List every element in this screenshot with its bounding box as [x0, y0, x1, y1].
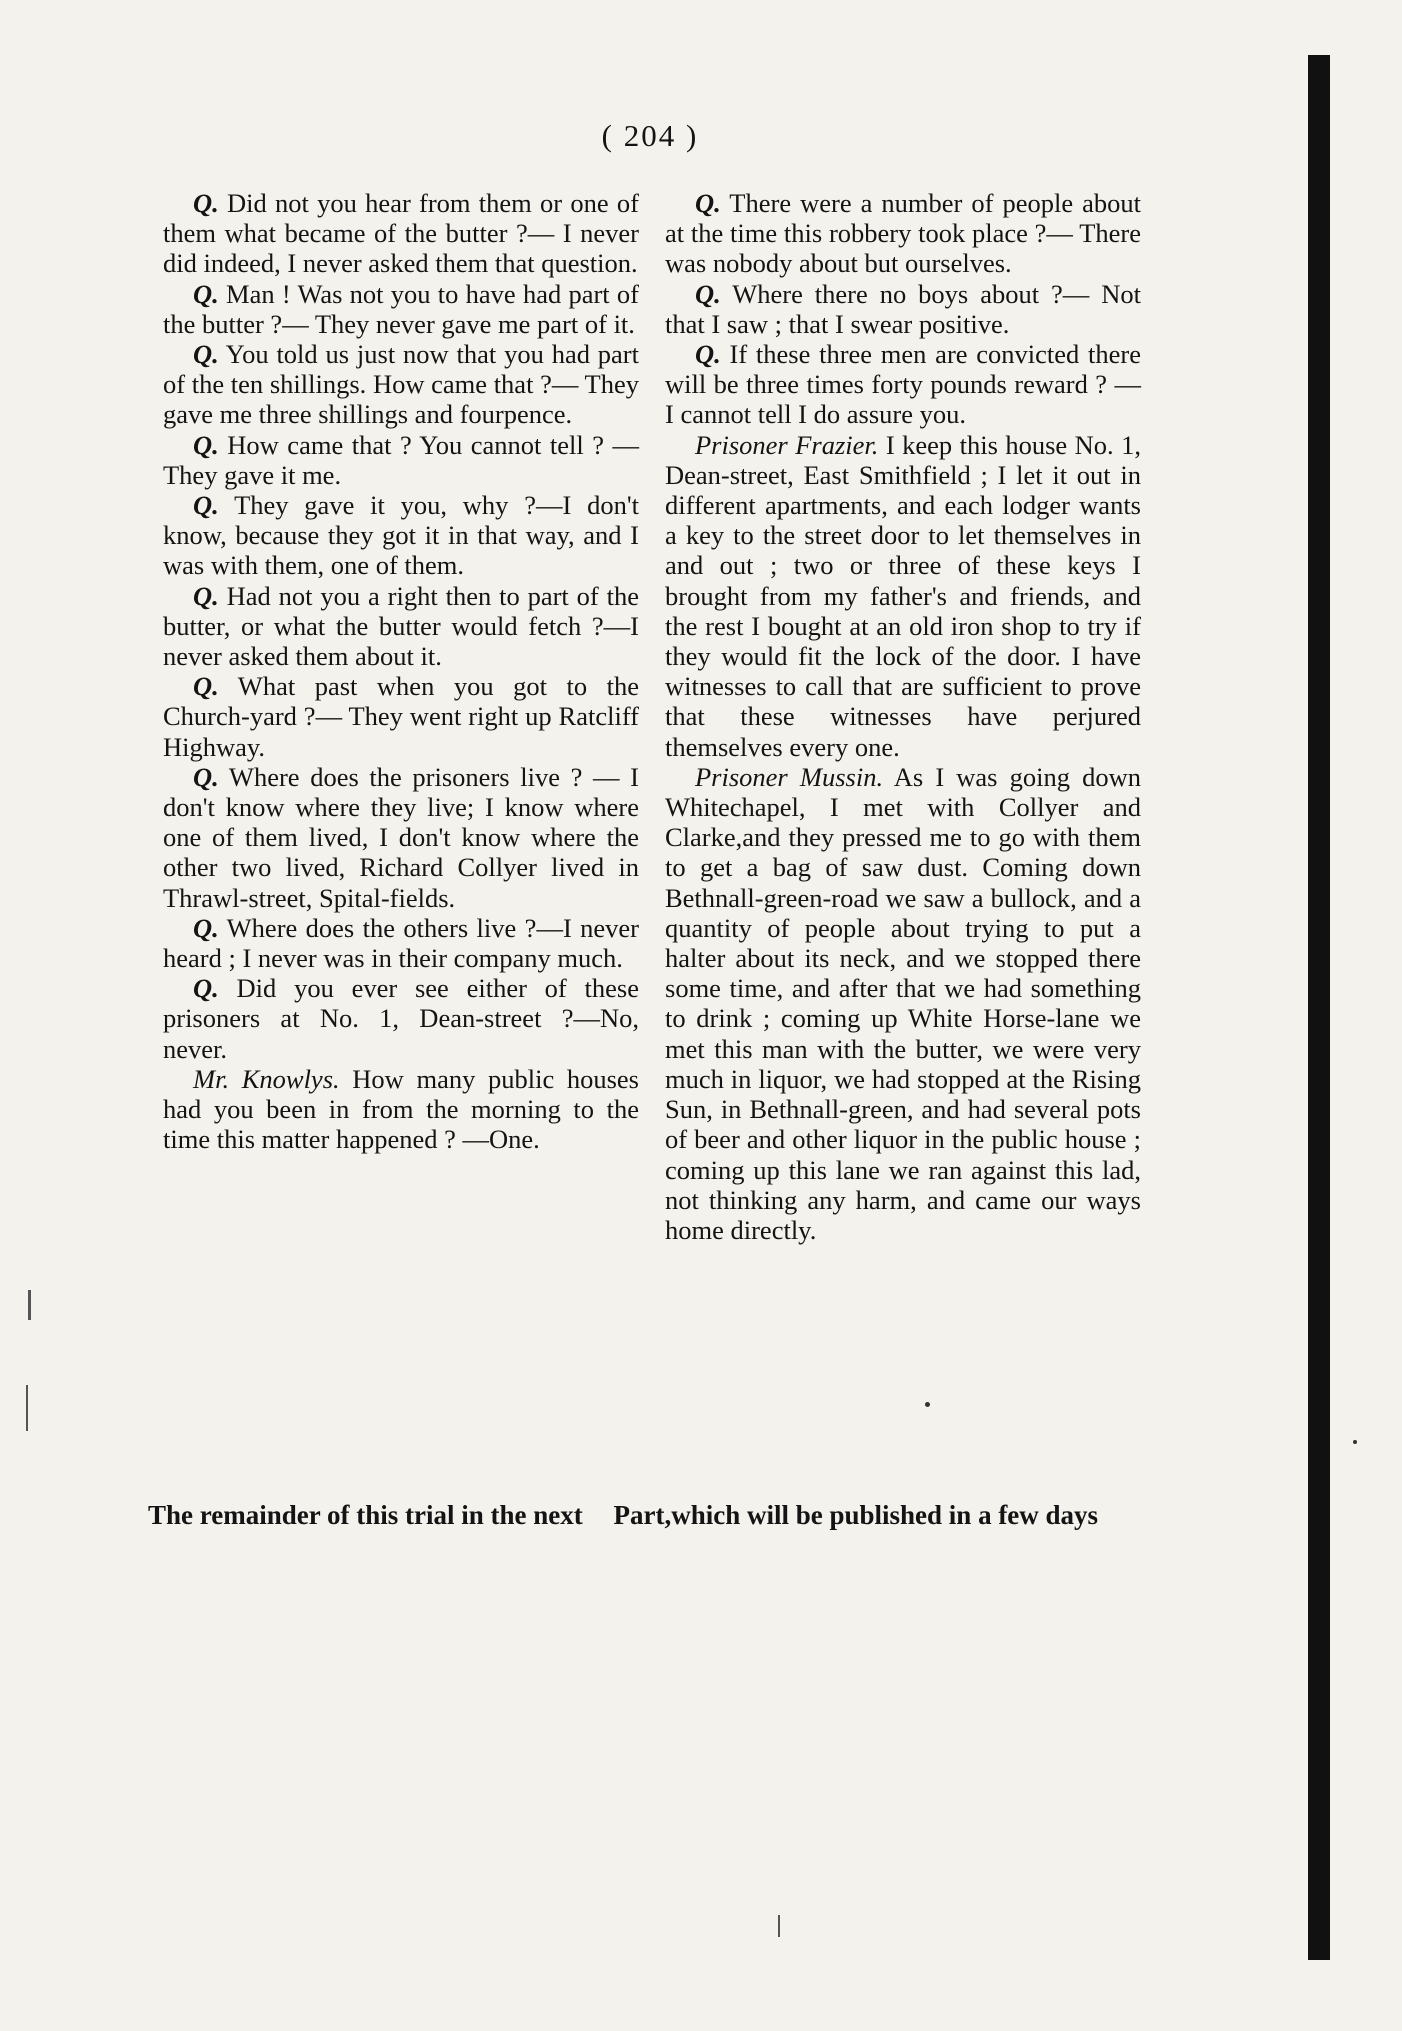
testimony-paragraph	[163, 973, 639, 1064]
scan-mark	[925, 1402, 930, 1407]
question-mark-label: Q.	[695, 188, 721, 218]
testimony-paragraph	[163, 671, 639, 762]
question-mark-label: Q.	[695, 339, 721, 370]
continuation-notice	[148, 1500, 1148, 1531]
testimony-paragraph	[163, 188, 639, 279]
paragraph-text: If these three men are convicted there will be three times forty pounds reward ? — I cannot tell I do assure you.	[665, 339, 1141, 430]
testimony-paragraph	[163, 430, 639, 490]
speaker-label: Mr. Knowlys.	[193, 1063, 340, 1094]
testimony-paragraph	[163, 1064, 639, 1155]
scan-mark	[1353, 1440, 1357, 1444]
paragraph-text: Where does the others live ?—I never heard ; I never was in their company much.	[163, 912, 639, 974]
scan-mark	[26, 1385, 28, 1431]
paragraph-text: As I was going down Whitechapel, I met with Collyer and Clarke,and they pressed me to go with them to get a bag of saw dust. Coming down Bethnall-green-road we saw a bullock, and a quantity of people about trying to put a halter about its neck, and we stopped there some time, and after that we had something to drink ; coming up White Horse-lane we met this man with the butter, we were very much in liquor, we had stopped at the Rising Sun, in Bethnall-green, and had several pots of beer and other liquor in the public house ; coming up this lane we ran against this lad, not thinking any harm, and came our ways home directly.	[665, 761, 1141, 1245]
testimony-paragraph	[163, 581, 639, 672]
paragraph-text: They gave it you, why ?—I don't know, because they got it in that way, and I was with them, one of them.	[163, 490, 639, 581]
scan-mark	[28, 1290, 31, 1320]
paragraph-text: Had not you a right then to part of the butter, or what the butter would fetch ?—I never asked them about it.	[163, 580, 639, 672]
question-mark-label: Q.	[193, 761, 219, 792]
paragraph-text: There were a number of people about at the time this robbery took place ?— There was nobody about but ourselves.	[665, 188, 1141, 279]
testimony-paragraph	[665, 339, 1141, 430]
question-mark-label: Q.	[193, 580, 219, 611]
testimony-paragraph	[665, 762, 1141, 1245]
testimony-paragraph	[665, 188, 1141, 279]
question-mark-label: Q.	[193, 278, 219, 309]
paragraph-text: What past when you got to the Church-yard ?— They went right up Ratcliff Highway.	[163, 671, 639, 762]
paragraph-text: Where there no boys about ?— Not that I saw ; that I swear positive.	[665, 278, 1141, 339]
testimony-paragraph	[163, 490, 639, 581]
testimony-paragraph	[163, 279, 639, 339]
speaker-label: Prisoner Mussin.	[695, 761, 884, 792]
paragraph-text: I keep this house No. 1, Dean-street, East Smithfield ; I let it out in different apartments, and each lodger wants a key to the street door to let themselves in and out ; two or three of these keys I brought from my father's and friends, and the rest I bought at an old iron shop to try if they would fit the lock of the door. I have witnesses to call that are sufficient to prove that these witnesses have perjured themselves every one.	[665, 429, 1141, 762]
testimony-paragraph	[163, 913, 639, 973]
question-mark-label: Q.	[193, 912, 219, 943]
page-number: ( 204 )	[601, 118, 699, 153]
paragraph-text: You told us just now that you had part of the ten shillings. How came that ?— They gave me three shillings and fourpence.	[163, 339, 639, 430]
paragraph-text: Did not you hear from them or one of them what became of the butter ?— I never did indeed, I never asked them that question.	[163, 188, 639, 279]
paragraph-text: Did you ever see either of these prisoners at No. 1, Dean-street ?—No, never.	[163, 973, 639, 1064]
question-mark-label: Q.	[193, 429, 219, 460]
testimony-paragraph	[163, 762, 639, 913]
right-column	[665, 188, 1141, 1245]
question-mark-label: Q.	[193, 490, 219, 521]
paragraph-text: How many public houses had you been in from the morning to the time this matter happened ? —One.	[163, 1063, 639, 1155]
question-mark-label: Q.	[193, 188, 219, 218]
paragraph-text: How came that ? You cannot tell ? —They gave it me.	[163, 429, 639, 490]
paragraph-text: Man ! Was not you to have had part of the butter ?— They never gave me part of it.	[163, 278, 639, 339]
continuation-notice-right: Part,which will be published in a few days	[613, 1500, 1099, 1530]
speaker-label: Prisoner Frazier.	[695, 429, 879, 460]
testimony-paragraph	[163, 339, 639, 430]
testimony-paragraph	[665, 279, 1141, 339]
continuation-notice-left: The remainder of this trial in the next	[148, 1500, 583, 1530]
testimony-paragraph	[665, 430, 1141, 762]
question-mark-label: Q.	[193, 671, 219, 702]
paragraph-text: Where does the prisoners live ? — I don't know where they live; I know where one of them lived, I don't know where the other two lived, Richard Collyer lived in Thrawl-street, Spital-fields.	[163, 761, 639, 913]
question-mark-label: Q.	[193, 973, 219, 1004]
scan-mark	[778, 1915, 780, 1937]
question-mark-label: Q.	[695, 278, 721, 309]
binding-shadow	[1308, 55, 1330, 1960]
left-column	[163, 188, 639, 1155]
question-mark-label: Q.	[193, 339, 219, 370]
